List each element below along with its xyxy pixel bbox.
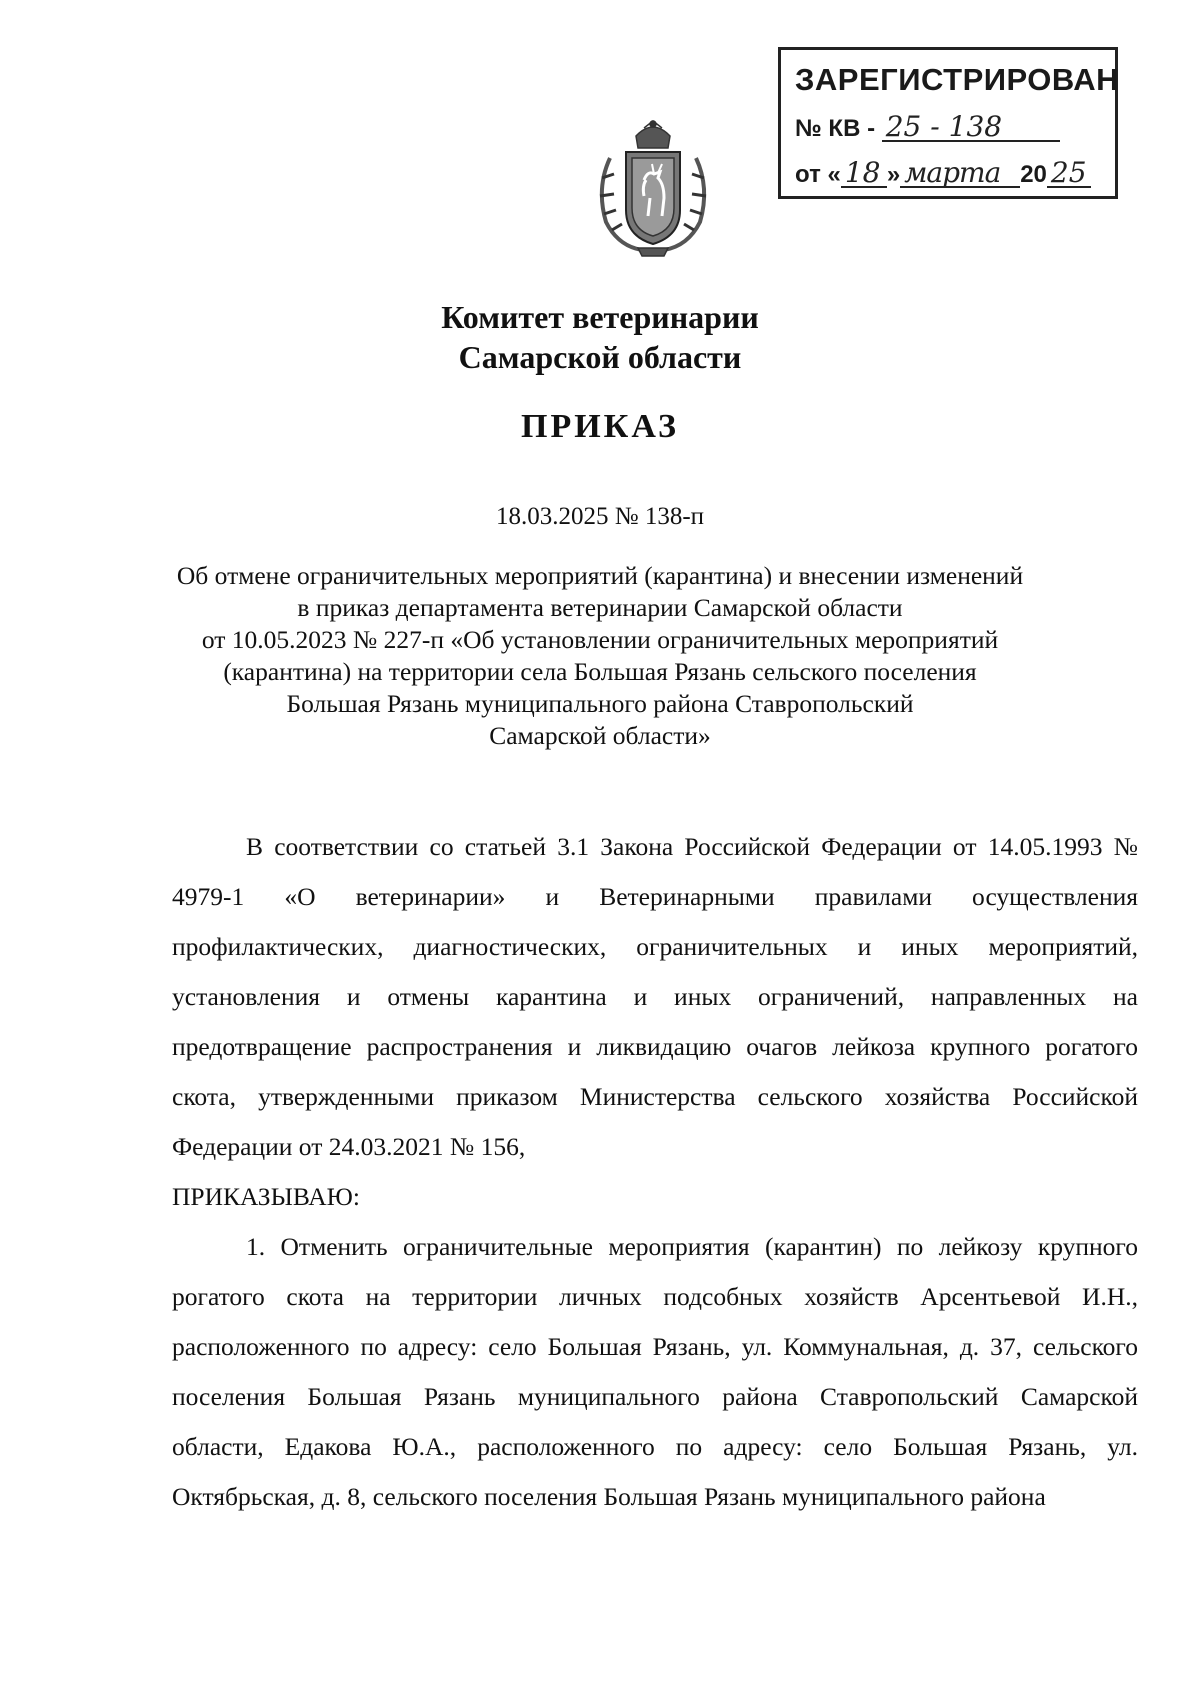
issuing-authority bbox=[0, 297, 1200, 377]
authority-line-1: Комитет ветеринарии bbox=[441, 299, 759, 335]
stamp-number-value: 25 - 138 bbox=[882, 114, 1060, 142]
stamp-quote-close: » bbox=[886, 161, 901, 188]
authority-line-2: Самарской области bbox=[458, 339, 742, 375]
subject-line: Большая Рязань муниципального района Ставропольский bbox=[286, 689, 914, 718]
stamp-number-label: № КВ - bbox=[795, 115, 876, 142]
stamp-title: ЗАРЕГИСТРИРОВАН bbox=[795, 62, 1120, 97]
stamp-day: 18 bbox=[841, 160, 887, 188]
registration-stamp bbox=[778, 47, 1118, 199]
document-body bbox=[172, 822, 1138, 1522]
stamp-month: марта bbox=[900, 160, 1020, 188]
subject-line: в приказ департамента ветеринарии Самарской области bbox=[297, 593, 903, 622]
subject-line: Об отмене ограничительных мероприятий (карантина) и внесении изменений bbox=[176, 561, 1024, 590]
subject-line: (карантина) на территории села Большая Рязань сельского поселения bbox=[223, 657, 977, 686]
stamp-year-prefix: 20 bbox=[1020, 161, 1047, 188]
stamp-year-suffix: 25 bbox=[1047, 160, 1091, 188]
subject-line: от 10.05.2023 № 227-п «Об установлении ограничительных мероприятий bbox=[201, 625, 999, 654]
document-subject bbox=[0, 560, 1200, 752]
stamp-number-line bbox=[795, 110, 1060, 143]
stamp-date-label: от « bbox=[795, 161, 841, 188]
coat-of-arms-icon bbox=[588, 118, 718, 258]
document-date-number: 18.03.2025 № 138-п bbox=[495, 503, 705, 530]
stamp-date-line bbox=[795, 156, 1091, 189]
item-1-paragraph: 1. Отменить ограничительные мероприятия (карантин) по лейкозу крупного рогатого скота на территории личных подсобных хозяйств Арсентьевой И.Н., расположенного по адресу: село Большая Рязань, ул. Коммунальная, д. 37, сельского поселения Большая Рязань муниципального района Ставропольский Самарской области, Едакова Ю.А., расположенного по адресу: село Большая Рязань, ул. Октябрьская, д. 8, сельского поселения Большая Рязань муниципального района bbox=[172, 1232, 1138, 1511]
document-type: ПРИКАЗ bbox=[521, 408, 679, 445]
subject-line: Самарской области» bbox=[489, 721, 711, 750]
preamble-paragraph: В соответствии со статьей 3.1 Закона Российской Федерации от 14.05.1993 № 4979-1 «О ветеринарии» и Ветеринарными правилами осуществления профилактических, диагностических, ограничительных и иных мероприятий, установления и отмены карантина и иных ограничений, направленных на предотвращение распространения и ликвидацию очагов лейкоза крупного рогатого скота, утвержденными приказом Министерства сельского хозяйства Российской Федерации от 24.03.2021 № 156, bbox=[172, 832, 1138, 1161]
order-directive: ПРИКАЗЫВАЮ: bbox=[172, 1182, 360, 1211]
